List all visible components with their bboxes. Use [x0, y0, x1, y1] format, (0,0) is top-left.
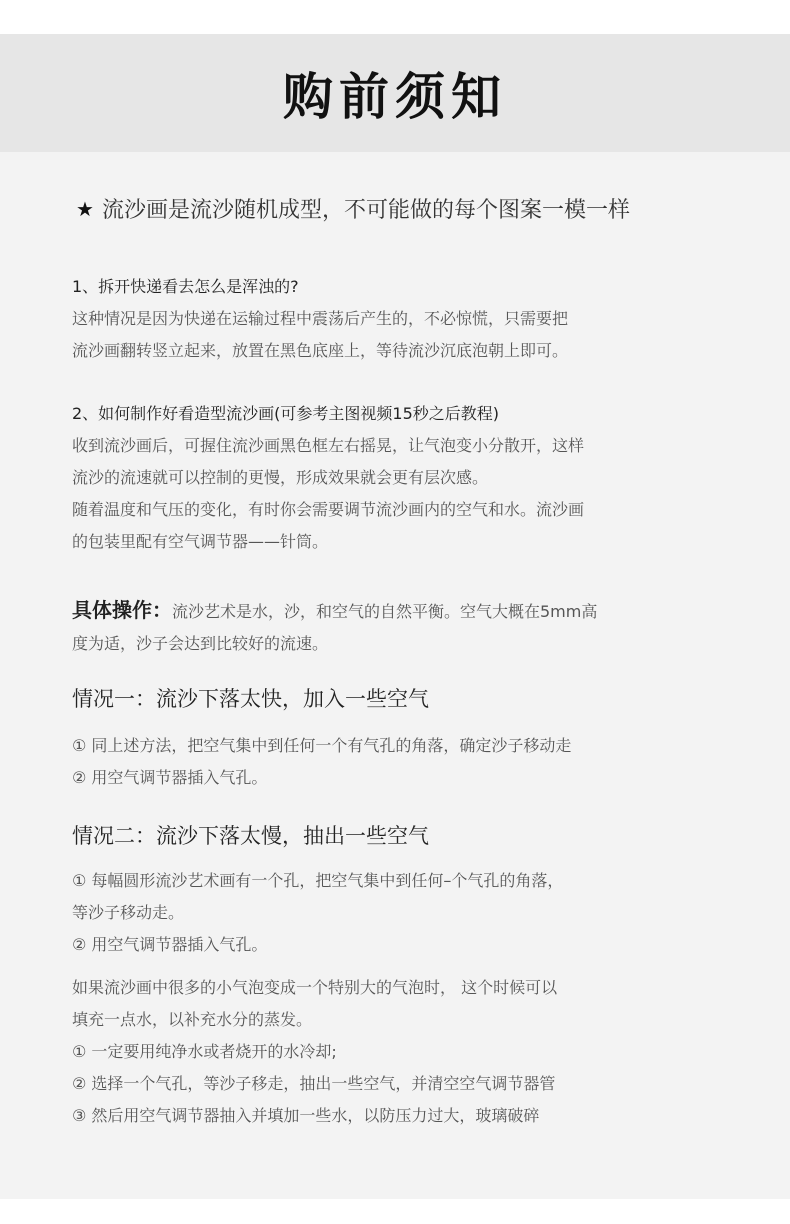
notice-text: 流沙画是流沙随机成型，不可能做的每个图案一模一样 — [101, 198, 630, 223]
case-1-line: ② 用空气调节器插入气孔。 — [72, 768, 268, 787]
section-1-line: 这种情况是因为快递在运输过程中震荡后产生的，不必惊慌，只需要把 — [72, 309, 569, 328]
case-2-title: 情况二：流沙下落太慢，抽出一些空气 — [72, 824, 429, 848]
case-1-title: 情况一：流沙下落太快，加入一些空气 — [72, 687, 429, 711]
extra-section — [72, 972, 732, 1132]
case-1-body — [72, 730, 732, 794]
operation-section — [72, 594, 732, 660]
operation-line-2: 度为适，沙子会达到比较好的流速。 — [72, 634, 329, 653]
section-2-line: 收到流沙画后，可握住流沙画黑色框左右摇晃，让气泡变小分散开，这样 — [72, 436, 585, 455]
case-1-section — [72, 684, 732, 714]
operation-text: 流沙艺术是水，沙，和空气的自然平衡。空气大概在5mm高 — [172, 602, 598, 621]
section-1 — [72, 271, 732, 367]
question-1: 1、拆开快递看去怎么是浑浊的? — [72, 277, 299, 296]
extra-line: ③ 然后用空气调节器抽入并填加一些水，以防压力过大，玻璃破碎 — [72, 1106, 540, 1125]
header-banner — [0, 34, 790, 152]
section-2-line: 的包装里配有空气调节器——针筒。 — [72, 532, 329, 551]
section-2 — [72, 398, 732, 558]
case-2-line: ① 每幅圆形流沙艺术画有一个孔，把空气集中到任何–个气孔的角落， — [72, 871, 564, 890]
extra-line: ① 一定要用纯净水或者烧开的水冷却; — [72, 1042, 337, 1061]
operation-line-1 — [72, 594, 732, 628]
case-1-line: ① 同上述方法，把空气集中到任何一个有气孔的角落，确定沙子移动走 — [72, 736, 572, 755]
section-1-line: 流沙画翻转竖立起来，放置在黑色底座上，等待流沙沉底泡朝上即可。 — [72, 341, 569, 360]
section-2-line: 随着温度和气压的变化，有时你会需要调节流沙画内的空气和水。流沙画 — [72, 500, 585, 519]
case-2-line: 等沙子移动走。 — [72, 903, 185, 922]
question-2: 2、如何制作好看造型流沙画(可参考主图视频15秒之后教程) — [72, 404, 500, 423]
case-2-line: ② 用空气调节器插入气孔。 — [72, 935, 268, 954]
case-2-body — [72, 865, 732, 961]
extra-line: ② 选择一个气孔，等沙子移走，抽出一些空气，并清空空气调节器管 — [72, 1074, 556, 1093]
star-icon: ★ — [76, 196, 94, 221]
section-2-line: 流沙的流速就可以控制的更慢，形成效果就会更有层次感。 — [72, 468, 489, 487]
extra-line: 如果流沙画中很多的小气泡变成一个特别大的气泡时， 这个时候可以 — [72, 978, 558, 997]
page-title: 购前须知 — [283, 68, 507, 126]
case-2-section — [72, 821, 732, 851]
notice — [76, 193, 630, 224]
extra-line: 填充一点水，以补充水分的蒸发。 — [72, 1010, 313, 1029]
operation-title: 具体操作： — [72, 598, 172, 622]
